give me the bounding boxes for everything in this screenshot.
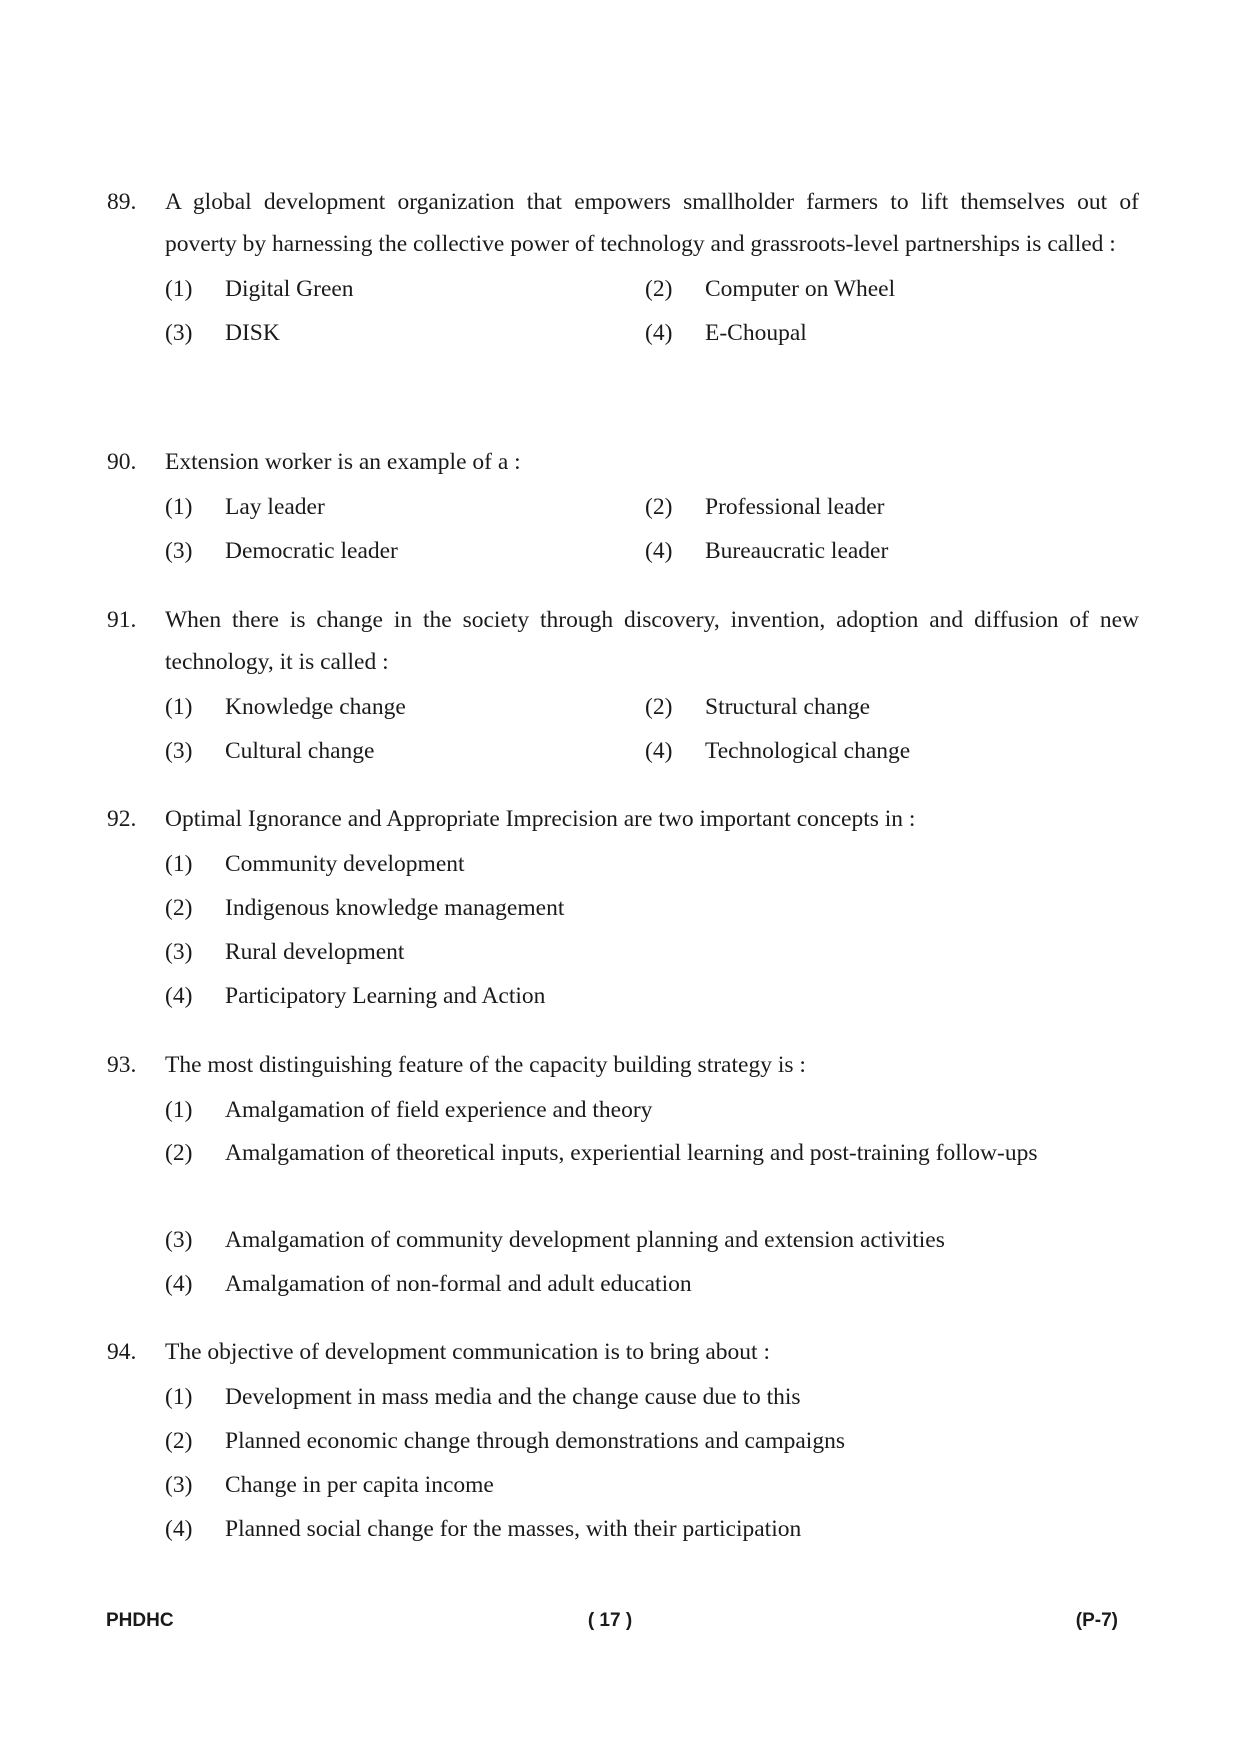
option-4	[645, 312, 1125, 354]
option-2	[165, 887, 1139, 929]
option-number: (3)	[165, 738, 193, 764]
option-3	[165, 931, 1139, 973]
options	[165, 1088, 1139, 1306]
option-number: (4)	[645, 538, 673, 564]
option-number: (1)	[165, 1097, 193, 1123]
question-number: 94.	[107, 1339, 137, 1365]
option-number: (1)	[165, 1384, 193, 1410]
option-3	[165, 312, 645, 354]
option-label: Planned social change for the masses, with their participation	[225, 1516, 802, 1542]
question-text: The most distinguishing feature of the capacity building strategy is :	[165, 1052, 806, 1078]
option-number: (4)	[645, 738, 673, 764]
options	[165, 485, 1139, 573]
options	[165, 1375, 1139, 1551]
option-number: (4)	[165, 1271, 193, 1297]
question-text: The objective of development communication is to bring about :	[165, 1339, 770, 1365]
question-91	[107, 599, 1139, 773]
option-label: Cultural change	[225, 738, 375, 764]
options	[165, 685, 1139, 773]
question-number: 93.	[107, 1052, 137, 1078]
option-number: (2)	[645, 494, 673, 520]
option-4	[165, 1263, 1139, 1305]
option-number: (1)	[165, 276, 193, 302]
option-1	[165, 1376, 1139, 1418]
option-2	[645, 486, 1125, 528]
option-label: Professional leader	[705, 494, 885, 520]
option-number: (1)	[165, 851, 193, 877]
option-label: Bureaucratic leader	[705, 538, 889, 564]
option-number: (3)	[165, 939, 193, 965]
option-label: E-Choupal	[705, 320, 807, 346]
question-number: 90.	[107, 449, 137, 475]
option-label: DISK	[225, 320, 280, 346]
option-1	[165, 1089, 1139, 1131]
option-label: Computer on Wheel	[705, 276, 896, 302]
option-number: (2)	[165, 1140, 193, 1166]
option-number: (1)	[165, 494, 193, 520]
options	[165, 842, 1139, 1018]
question-89	[107, 181, 1139, 355]
option-3	[165, 1464, 1139, 1506]
question-text: A global development organization that empowers smallholder farmers to lift themselves out of poverty by harnessing the collective power of technology and grassroots-level partnerships is called :	[165, 189, 1139, 257]
question-92	[107, 798, 1139, 1018]
page-number: ( 17 )	[587, 1610, 633, 1631]
option-label: Community development	[225, 851, 465, 877]
option-label: Indigenous knowledge management	[225, 895, 565, 921]
options	[165, 267, 1139, 355]
option-4	[645, 530, 1125, 572]
option-4	[165, 1508, 1139, 1550]
option-1	[165, 268, 645, 310]
option-label: Development in mass media and the change cause due to this	[225, 1384, 801, 1410]
option-number: (3)	[165, 320, 193, 346]
option-2	[165, 1132, 1139, 1174]
option-label: Amalgamation of field experience and theory	[225, 1097, 653, 1123]
option-label: Technological change	[705, 738, 911, 764]
option-number: (4)	[165, 983, 193, 1009]
option-3	[165, 530, 645, 572]
option-label: Change in per capita income	[225, 1472, 494, 1498]
option-label: Participatory Learning and Action	[225, 983, 546, 1009]
option-4	[165, 975, 1139, 1017]
option-number: (3)	[165, 1472, 193, 1498]
option-label: Amalgamation of non-formal and adult education	[225, 1271, 692, 1297]
option-number: (1)	[165, 694, 193, 720]
question-text: Extension worker is an example of a :	[165, 449, 521, 475]
question-text: Optimal Ignorance and Appropriate Imprecision are two important concepts in :	[165, 806, 916, 832]
option-2	[165, 1420, 1139, 1462]
option-1	[165, 843, 1139, 885]
option-number: (3)	[165, 1227, 193, 1253]
option-2	[645, 686, 1125, 728]
question-number: 89.	[107, 189, 137, 215]
question-90	[107, 441, 1139, 573]
option-number: (2)	[645, 276, 673, 302]
option-4	[645, 730, 1125, 772]
option-2	[645, 268, 1125, 310]
question-number: 92.	[107, 806, 137, 832]
option-number: (3)	[165, 538, 193, 564]
question-93	[107, 1044, 1139, 1306]
option-label: Knowledge change	[225, 694, 406, 720]
option-label: Planned economic change through demonstrations and campaigns	[225, 1428, 845, 1454]
option-number: (2)	[645, 694, 673, 720]
footer-code: PHDHC	[106, 1610, 174, 1631]
option-label: Rural development	[225, 939, 405, 965]
option-label: Digital Green	[225, 276, 354, 302]
option-label: Amalgamation of community development planning and extension activities	[225, 1227, 945, 1253]
option-1	[165, 486, 645, 528]
option-label: Democratic leader	[225, 538, 398, 564]
option-number: (2)	[165, 1428, 193, 1454]
option-1	[165, 686, 645, 728]
option-label: Lay leader	[225, 494, 325, 520]
question-94	[107, 1331, 1139, 1551]
question-text: When there is change in the society through discovery, invention, adoption and diffusion of new technology, it is called :	[165, 607, 1139, 675]
question-number: 91.	[107, 607, 137, 633]
option-label: Structural change	[705, 694, 871, 720]
option-3	[165, 1219, 1139, 1261]
option-number: (4)	[165, 1516, 193, 1542]
option-number: (4)	[645, 320, 673, 346]
option-label: Amalgamation of theoretical inputs, experiential learning and post-training follow-ups	[225, 1140, 1038, 1166]
option-number: (2)	[165, 895, 193, 921]
option-3	[165, 730, 645, 772]
footer-paper-code: (P-7)	[1075, 1610, 1118, 1631]
